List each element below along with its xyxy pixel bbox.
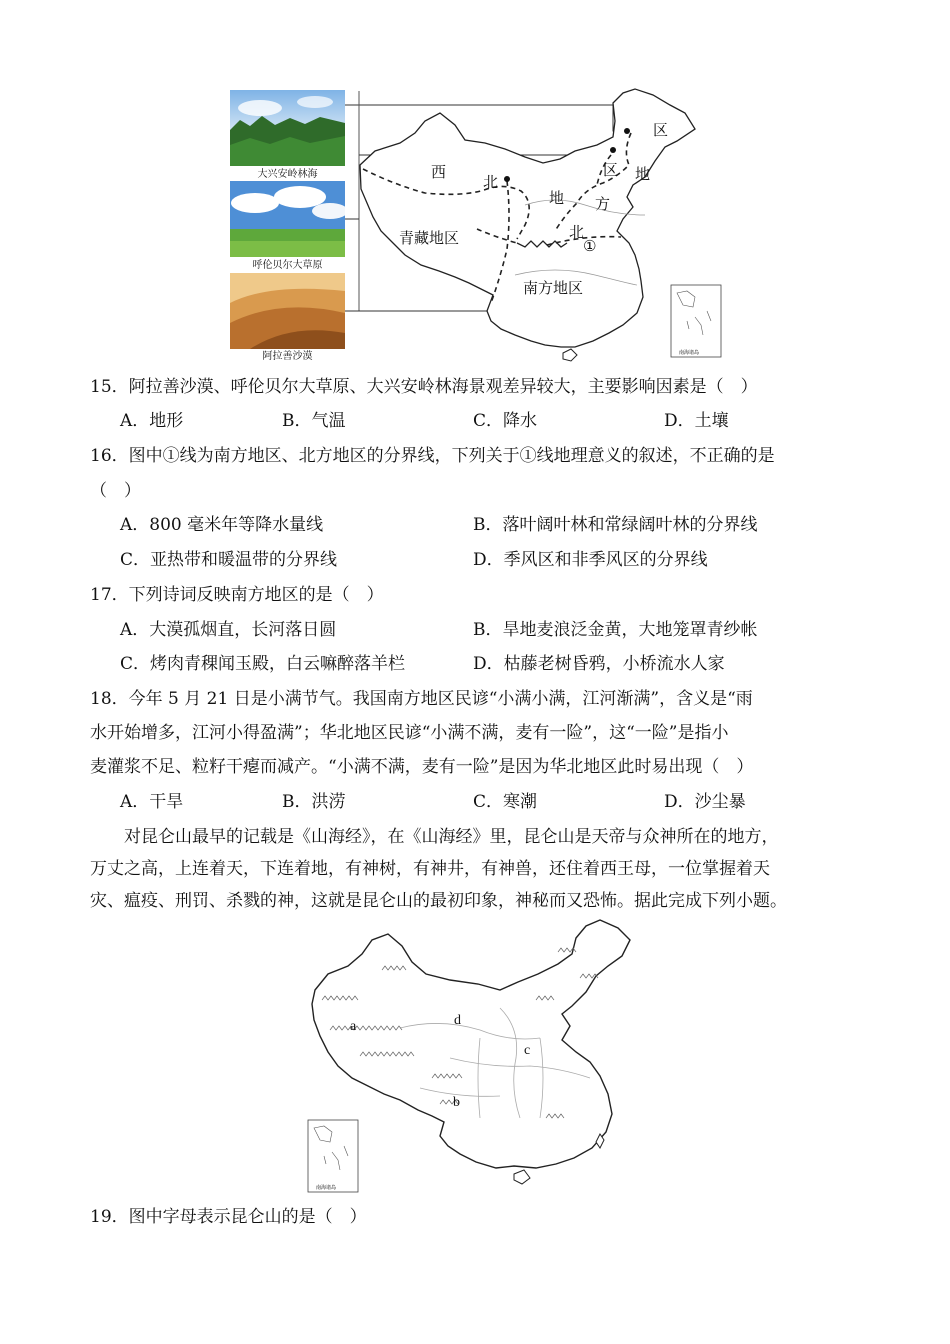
q15-option-c: C．降水: [473, 411, 538, 431]
passage-line3: 灾、瘟疫、刑罚、杀戮的神，这就是昆仑山的最初印象，神秘而又恐怖。据此完成下列小题。: [90, 891, 787, 911]
label-qu1: 区: [653, 121, 669, 139]
q18-stem-line2: 水开始增多，江河小得盈满”；华北地区民谚“小满不满，麦有一险”，这“一险”是指小: [90, 723, 729, 743]
q16-stem-cont: （ ）: [90, 481, 141, 501]
inset-label: 南海诸岛: [679, 350, 700, 356]
q17-stem: 17．下列诗词反映南方地区的是（ ）: [90, 585, 384, 605]
q18-stem-line1: 18．今年 5 月 21 日是小满节气。我国南方地区民谚“小满小满，江河渐满”，含义是“雨: [90, 689, 753, 709]
q16-option-c: C．亚热带和暖温带的分界线: [120, 550, 338, 570]
q18-stem-line3: 麦灌浆不足、粒籽干瘪而减产。“小满不满，麦有一险”是因为华北地区此时易出现（ ）: [90, 757, 754, 777]
q17-option-d: D．枯藤老树昏鸦，小桥流水人家: [473, 654, 725, 674]
passage-line1: 对昆仑山最早的记载是《山海经》，在《山海经》里，昆仑山是天帝与众神所在的地方，: [124, 827, 779, 847]
label-bei: 北: [483, 173, 499, 191]
q15-option-d: D．土壤: [664, 411, 729, 431]
figure-regions-map: [225, 85, 725, 365]
q18-option-c: C．寒潮: [473, 792, 538, 812]
label-bei2: 北: [569, 223, 585, 241]
q16-option-a: A．800 毫米年等降水量线: [120, 515, 324, 535]
passage-line2: 万丈之高，上连着天，下连着地，有神树，有神井，有神兽，还住着西王母，一位掌握着天: [90, 859, 770, 879]
q15-option-a: A．地形: [120, 411, 184, 431]
label-qu2: 区: [603, 161, 619, 179]
q17-option-b: B．旱地麦浪泛金黄，大地笼罩青纱帐: [473, 620, 758, 640]
q18-option-b: B．洪涝: [282, 792, 346, 812]
label-qingzang: 青藏地区: [399, 229, 460, 247]
label-xi: 西: [431, 163, 447, 181]
label-d: d: [454, 1013, 461, 1028]
label-di: 地: [549, 189, 565, 207]
q16-stem: 16．图中①线为南方地区、北方地区的分界线，下列关于①线地理意义的叙述，不正确的是: [90, 446, 775, 466]
label-nanfang: 南方地区: [523, 279, 584, 297]
label-a: a: [350, 1019, 357, 1034]
q17-option-a: A．大漠孤烟直，长河落日圆: [120, 620, 337, 640]
china-mountain-map: [300, 918, 650, 1198]
inset-label-2: 南海诸岛: [316, 1185, 337, 1191]
label-line-1: ①: [583, 237, 597, 255]
regions-map-svg: [225, 85, 725, 365]
label-di2: 地: [635, 165, 651, 183]
q15-option-b: B．气温: [282, 411, 346, 431]
q19-stem: 19．图中字母表示昆仑山的是（ ）: [90, 1207, 367, 1227]
photo-forest-caption: 大兴安岭林海: [257, 169, 318, 180]
label-c: c: [524, 1043, 531, 1058]
q18-option-d: D．沙尘暴: [664, 792, 746, 812]
q16-option-d: D．季风区和非季风区的分界线: [473, 550, 708, 570]
label-fang: 方: [595, 195, 611, 213]
photo-desert-caption: 阿拉善沙漠: [262, 351, 313, 362]
photo-grassland-caption: 呼伦贝尔大草原: [252, 260, 323, 271]
q16-option-b: B．落叶阔叶林和常绿阔叶林的分界线: [473, 515, 758, 535]
q15-stem: 15．阿拉善沙漠、呼伦贝尔大草原、大兴安岭林海景观差异较大，主要影响因素是（ ）: [90, 377, 758, 397]
q18-option-a: A．干旱: [120, 792, 184, 812]
label-b: b: [453, 1095, 460, 1110]
q17-option-c: C．烤肉青稞闻玉殿，白云嘛醉落羊栏: [120, 654, 406, 674]
